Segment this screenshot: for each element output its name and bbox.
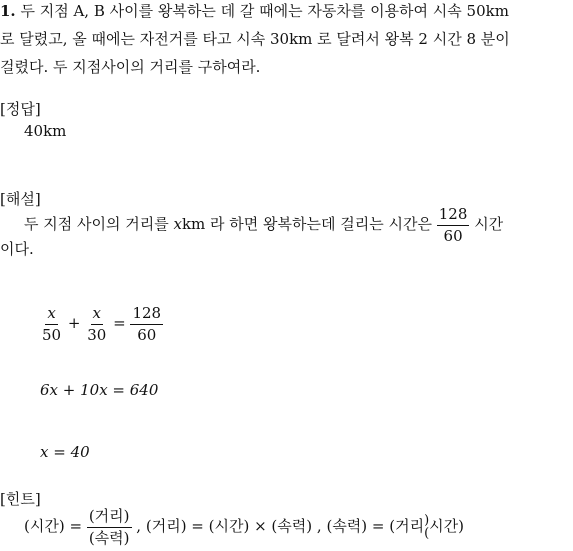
problem-text-1: 두 지점 A, B 사이를 왕복하는 데 갈 때에는 자동차를 이용하여 시속 50km — [20, 2, 509, 20]
hint-fraction — [87, 508, 132, 546]
fraction-denominator: 60 — [443, 226, 463, 245]
hint-line — [24, 508, 464, 546]
eq1-f2-denominator: 30 — [87, 325, 107, 344]
solution-var-x: x — [173, 215, 182, 233]
hint-label: [힌트] — [0, 490, 41, 508]
eq1-fraction-2 — [85, 305, 108, 343]
equation-3: x = 40 — [40, 443, 90, 461]
hint-equals: = — [69, 517, 83, 535]
solution-line-2: 이다. — [0, 240, 34, 258]
equation-2: 6x + 10x = 640 — [40, 381, 159, 399]
problem-number: 1. — [0, 2, 16, 20]
hint-fraction-denominator: (속력) — [88, 528, 130, 547]
problem-line-1 — [0, 0, 509, 21]
hint-speed-formula: (속력) = (거리 — [326, 517, 425, 535]
hint-speed-time: 시간) — [429, 517, 465, 535]
hint-comma-2: , — [316, 517, 322, 535]
equation-1 — [40, 305, 163, 343]
hint-paren-top: ) — [424, 513, 430, 528]
answer-value: 40km — [24, 122, 67, 140]
eq1-fraction-1 — [40, 305, 63, 343]
eq1-fraction-rhs — [130, 305, 163, 343]
problem-line-2: 로 달렸고, 올 때에는 자전거를 타고 시속 30km 로 달려서 왕복 2 시간 8 분이 — [0, 30, 510, 48]
eq1-f1-denominator: 50 — [42, 325, 62, 344]
eq1-rhs-numerator: 128 — [130, 305, 163, 325]
hint-comma-1: , — [136, 517, 142, 535]
solution-text-a: 두 지점 사이의 거리를 — [24, 215, 169, 233]
eq1-f1-numerator: x — [45, 305, 57, 325]
eq1-rhs-denominator: 60 — [137, 325, 157, 344]
hint-paren-bottom: ( — [424, 526, 430, 541]
solution-text-b: km 라 하면 왕복하는데 걸리는 시간은 — [181, 215, 432, 233]
solution-text-c: 시간 — [474, 215, 504, 233]
problem-line-3: 걸렸다. 두 지점사이의 거리를 구하여라. — [0, 58, 261, 76]
hint-fraction-numerator: (거리) — [87, 508, 132, 528]
eq1-f2-numerator: x — [91, 305, 103, 325]
hint-time: (시간) — [24, 517, 65, 535]
eq1-equals: = — [113, 314, 126, 332]
hint-distance-formula: (거리) = (시간) × (속력) — [145, 517, 313, 535]
eq1-plus: + — [67, 314, 81, 332]
answer-label: [정답] — [0, 100, 41, 118]
solution-time-fraction — [437, 206, 470, 244]
fraction-numerator: 128 — [437, 206, 470, 226]
solution-label: [해설] — [0, 190, 41, 208]
solution-line-1 — [24, 206, 503, 244]
